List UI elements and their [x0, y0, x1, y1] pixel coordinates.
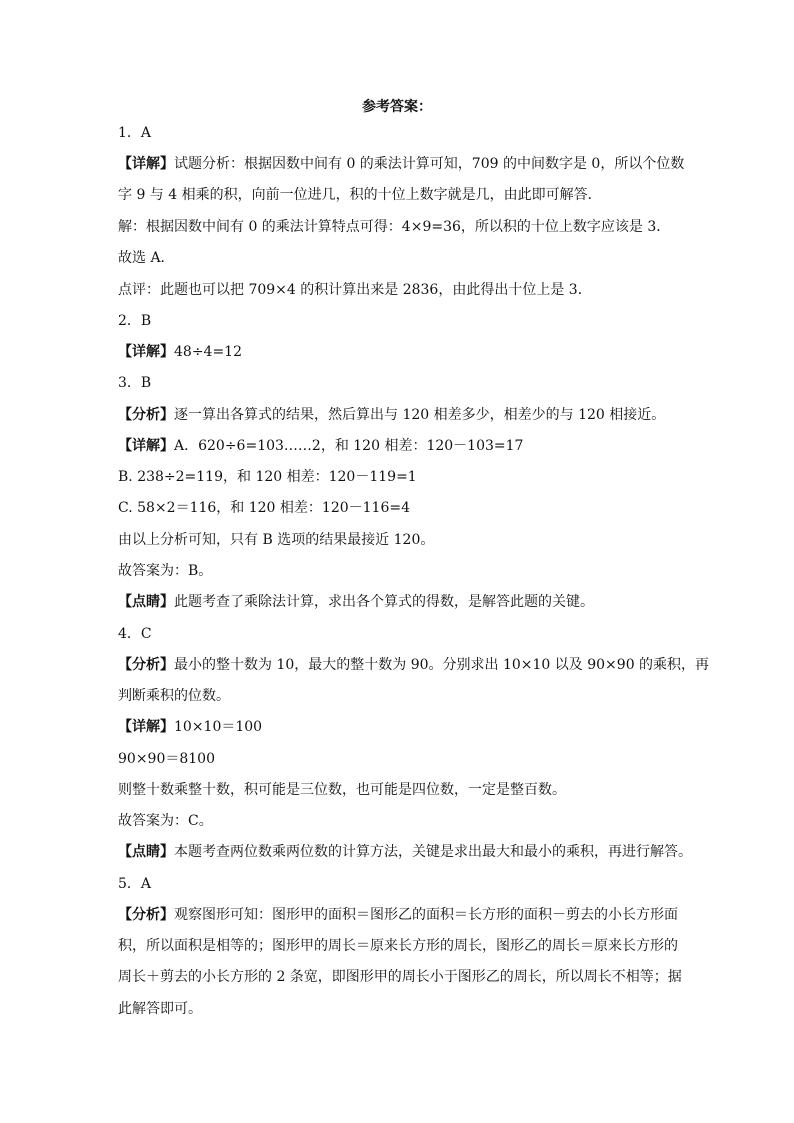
- section-label: 【详解】: [118, 156, 174, 172]
- explanation-line: 点评：此题也可以把 709×4 的积计算出来是 2836，由此得出十位上是 3．: [118, 282, 592, 298]
- explanation-line: C. 58×2＝116，和 120 相差：120－116=4: [118, 500, 410, 516]
- answer-number: 5．A: [118, 876, 152, 892]
- page-title: 参考答案：: [362, 99, 432, 115]
- explanation-line: 积，所以面积是相等的；图形甲的周长＝原来长方形的周长，图形乙的周长＝原来长方形的: [118, 938, 678, 954]
- section-label: 【分析】: [118, 407, 174, 423]
- explanation-line: 此解答即可。: [118, 1001, 202, 1017]
- explanation-line: 故答案为：B。: [118, 563, 213, 579]
- explanation-line: 解：根据因数中间有 0 的乘法计算特点可得：4×9=36，所以积的十位上数字应该是 3．: [118, 219, 671, 235]
- answer-number: 3．B: [118, 375, 152, 391]
- explanation-line: 【详解】48÷4=12: [118, 344, 242, 360]
- section-label: 【点睛】: [118, 594, 174, 610]
- explanation-line: 【分析】逐一算出各算式的结果，然后算出与 120 相差多少，相差少的与 120 相接近。: [118, 407, 666, 423]
- explanation-line: 故选 A．: [118, 250, 175, 266]
- explanation-line: 【分析】观察图形可知：图形甲的面积＝图形乙的面积＝长方形的面积－剪去的小长方形面: [118, 907, 678, 923]
- section-label: 【详解】: [118, 438, 174, 454]
- answer-number: 4．C: [118, 626, 152, 642]
- section-label: 【分析】: [118, 907, 174, 923]
- explanation-line: 【详解】试题分析：根据因数中间有 0 的乘法计算可知，709 的中间数字是 0，所以个位数: [118, 156, 685, 172]
- explanation-line: 由以上分析可知，只有 B 选项的结果最接近 120。: [118, 532, 435, 548]
- answer-number: 1．A: [118, 125, 152, 141]
- explanation-line: 【点睛】此题考查了乘除法计算，求出各个算式的得数，是解答此题的关键。: [118, 594, 594, 610]
- explanation-line: 则整十数乘整十数，积可能是三位数，也可能是四位数，一定是整百数。: [118, 782, 566, 798]
- explanation-line: 故答案为：C。: [118, 813, 213, 829]
- explanation-line: 【详解】A．620÷6=103……2，和 120 相差：120－103=17: [118, 438, 524, 454]
- explanation-line: 周长＋剪去的小长方形的 2 条宽，即图形甲的周长小于图形乙的周长，所以周长不相等；据: [118, 969, 682, 985]
- explanation-line: B. 238÷2=119，和 120 相差：120－119=1: [118, 469, 417, 485]
- answer-number: 2．B: [118, 313, 152, 329]
- section-label: 【详解】: [118, 344, 174, 360]
- explanation-line: 字 9 与 4 相乘的积，向前一位进几，积的十位上数字就是几，由此即可解答．: [118, 187, 602, 203]
- explanation-line: 【详解】10×10＝100: [118, 719, 263, 735]
- explanation-line: 90×90＝8100: [118, 751, 215, 767]
- section-label: 【分析】: [118, 657, 174, 673]
- explanation-line: 判断乘积的位数。: [118, 688, 230, 704]
- explanation-line: 【分析】最小的整十数为 10，最大的整十数为 90。分别求出 10×10 以及 90×90 的乘积，再: [118, 657, 710, 673]
- explanation-line: 【点睛】本题考查两位数乘两位数的计算方法，关键是求出最大和最小的乘积，再进行解答。: [118, 844, 692, 860]
- section-label: 【详解】: [118, 719, 174, 735]
- section-label: 【点睛】: [118, 844, 174, 860]
